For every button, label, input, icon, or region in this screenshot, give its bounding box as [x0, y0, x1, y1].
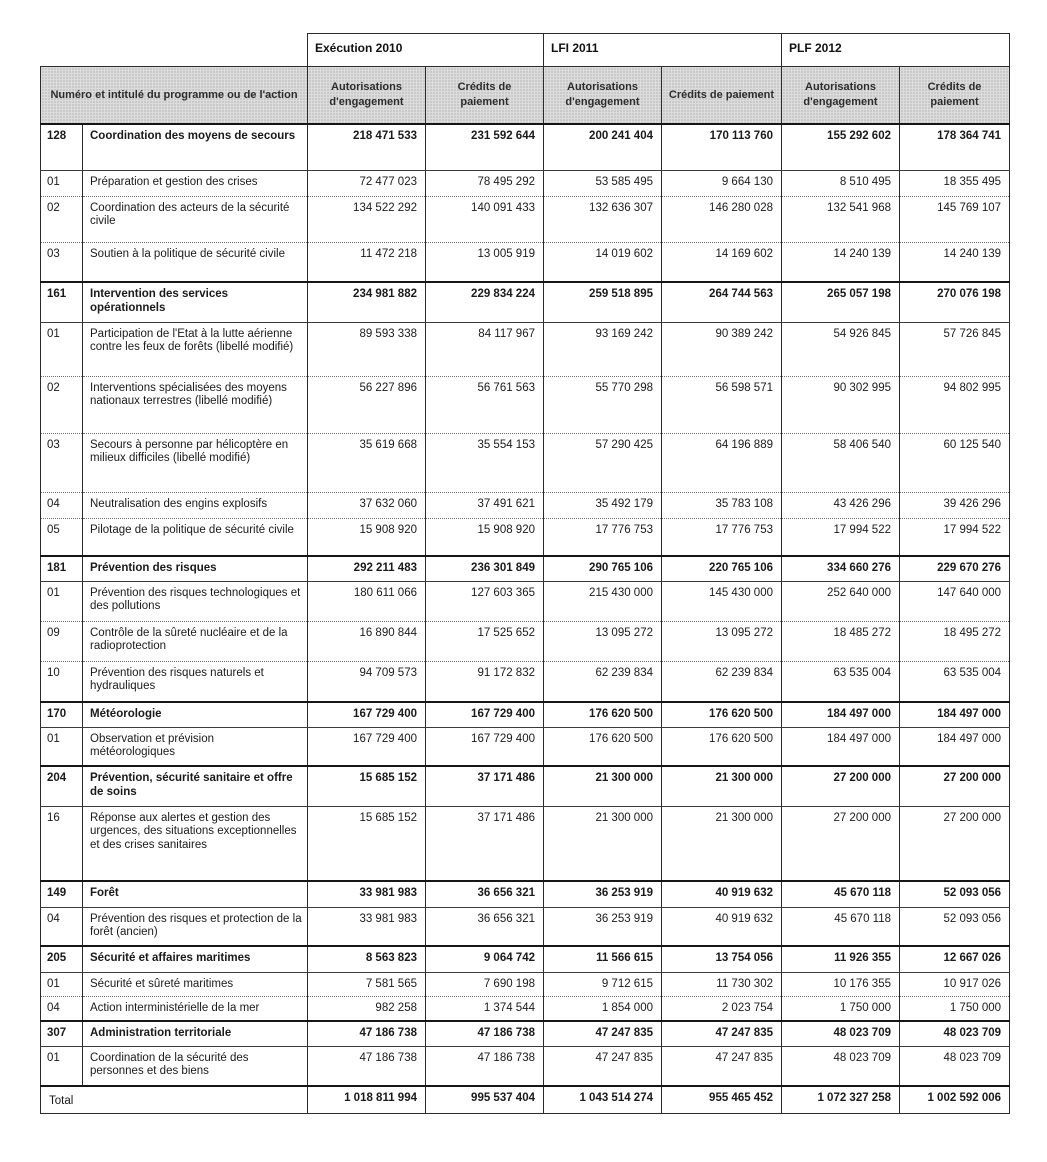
value-cell: 48 023 709 — [900, 1021, 1010, 1046]
value-cell: 18 495 272 — [900, 621, 1010, 661]
total-value-cell: 1 043 514 274 — [544, 1086, 662, 1114]
row-title-cell: Préparation et gestion des crises — [83, 170, 308, 196]
value-cell: 47 247 835 — [544, 1021, 662, 1046]
value-cell: 27 200 000 — [782, 806, 900, 881]
total-label: Total — [41, 1086, 308, 1114]
action-row — [41, 661, 1010, 702]
action-row — [41, 1046, 1010, 1086]
row-title-cell: Réponse aux alertes et gestion des urgences, des situations exceptionnelles et des crises sanitaires — [83, 806, 308, 881]
value-cell: 36 656 321 — [426, 881, 544, 907]
row-number-cell: 204 — [41, 766, 83, 806]
value-cell: 140 091 433 — [426, 196, 544, 242]
value-cell: 53 585 495 — [544, 170, 662, 196]
value-cell: 9 664 130 — [662, 170, 782, 196]
program-column-header: Numéro et intitulé du programme ou de l'action — [41, 67, 308, 125]
value-cell: 94 709 573 — [308, 661, 426, 702]
value-cell: 176 620 500 — [544, 727, 662, 766]
value-cell: 27 200 000 — [782, 766, 900, 806]
value-cell: 27 200 000 — [900, 806, 1010, 881]
value-cell: 55 770 298 — [544, 376, 662, 433]
table-body — [41, 124, 1010, 1086]
value-cell: 39 426 296 — [900, 492, 1010, 518]
value-cell: 37 632 060 — [308, 492, 426, 518]
row-title-cell: Coordination des acteurs de la sécurité civile — [83, 196, 308, 242]
row-number-cell: 01 — [41, 727, 83, 766]
action-row — [41, 972, 1010, 996]
value-cell: 47 186 738 — [426, 1021, 544, 1046]
value-cell: 265 057 198 — [782, 282, 900, 322]
value-cell: 72 477 023 — [308, 170, 426, 196]
value-cell: 13 095 272 — [662, 621, 782, 661]
program-row — [41, 556, 1010, 581]
action-row — [41, 242, 1010, 282]
action-row — [41, 322, 1010, 376]
value-cell: 64 196 889 — [662, 433, 782, 492]
value-cell: 21 300 000 — [544, 806, 662, 881]
value-cell: 17 776 753 — [662, 518, 782, 556]
value-cell: 167 729 400 — [426, 727, 544, 766]
value-cell: 33 981 983 — [308, 881, 426, 907]
action-row — [41, 907, 1010, 946]
action-row — [41, 376, 1010, 433]
row-number-cell: 181 — [41, 556, 83, 581]
value-cell: 7 581 565 — [308, 972, 426, 996]
action-row — [41, 433, 1010, 492]
value-cell: 35 783 108 — [662, 492, 782, 518]
row-number-cell: 02 — [41, 376, 83, 433]
row-title-cell: Prévention des risques — [83, 556, 308, 581]
value-cell: 231 592 644 — [426, 124, 544, 170]
value-cell: 47 186 738 — [308, 1046, 426, 1086]
cp-column-header-2011: Crédits de paiement — [662, 67, 782, 125]
row-title-cell: Coordination de la sécurité des personnes et des biens — [83, 1046, 308, 1086]
value-cell: 35 492 179 — [544, 492, 662, 518]
total-value-cell: 995 537 404 — [426, 1086, 544, 1114]
row-title-cell: Pilotage de la politique de sécurité civile — [83, 518, 308, 556]
table-footer — [41, 1086, 1010, 1114]
row-number-cell: 04 — [41, 492, 83, 518]
value-cell: 35 554 153 — [426, 433, 544, 492]
value-cell: 167 729 400 — [426, 702, 544, 727]
value-cell: 37 491 621 — [426, 492, 544, 518]
year-header-lfi-2011: LFI 2011 — [544, 34, 782, 67]
value-cell: 184 497 000 — [782, 702, 900, 727]
value-cell: 47 186 738 — [426, 1046, 544, 1086]
program-row — [41, 766, 1010, 806]
row-title-cell: Administration territoriale — [83, 1021, 308, 1046]
total-row — [41, 1086, 1010, 1114]
value-cell: 1 750 000 — [782, 996, 900, 1021]
action-row — [41, 806, 1010, 881]
row-number-cell: 307 — [41, 1021, 83, 1046]
value-cell: 229 670 276 — [900, 556, 1010, 581]
row-number-cell: 149 — [41, 881, 83, 907]
program-row — [41, 282, 1010, 322]
value-cell: 134 522 292 — [308, 196, 426, 242]
value-cell: 36 253 919 — [544, 881, 662, 907]
value-cell: 218 471 533 — [308, 124, 426, 170]
value-cell: 155 292 602 — [782, 124, 900, 170]
value-cell: 47 247 835 — [662, 1046, 782, 1086]
total-value-cell: 1 002 592 006 — [900, 1086, 1010, 1114]
value-cell: 63 535 004 — [782, 661, 900, 702]
value-cell: 10 917 026 — [900, 972, 1010, 996]
total-value-cell: 955 465 452 — [662, 1086, 782, 1114]
budget-table — [40, 33, 1010, 1114]
value-cell: 178 364 741 — [900, 124, 1010, 170]
value-cell: 9 712 615 — [544, 972, 662, 996]
row-title-cell: Coordination des moyens de secours — [83, 124, 308, 170]
value-cell: 56 761 563 — [426, 376, 544, 433]
value-cell: 58 406 540 — [782, 433, 900, 492]
value-cell: 21 300 000 — [662, 806, 782, 881]
value-cell: 229 834 224 — [426, 282, 544, 322]
value-cell: 37 171 486 — [426, 806, 544, 881]
row-number-cell: 04 — [41, 996, 83, 1021]
value-cell: 1 854 000 — [544, 996, 662, 1021]
action-row — [41, 170, 1010, 196]
total-value-cell: 1 072 327 258 — [782, 1086, 900, 1114]
value-cell: 45 670 118 — [782, 907, 900, 946]
value-cell: 35 619 668 — [308, 433, 426, 492]
value-cell: 16 890 844 — [308, 621, 426, 661]
cp-column-header-2012: Crédits de paiement — [900, 67, 1010, 125]
value-cell: 132 636 307 — [544, 196, 662, 242]
action-row — [41, 492, 1010, 518]
value-cell: 14 240 139 — [782, 242, 900, 282]
year-header-row — [41, 34, 1010, 67]
value-cell: 57 726 845 — [900, 322, 1010, 376]
value-cell: 292 211 483 — [308, 556, 426, 581]
value-cell: 184 497 000 — [900, 702, 1010, 727]
value-cell: 982 258 — [308, 996, 426, 1021]
value-cell: 12 667 026 — [900, 946, 1010, 972]
value-cell: 93 169 242 — [544, 322, 662, 376]
value-cell: 47 247 835 — [662, 1021, 782, 1046]
value-cell: 40 919 632 — [662, 907, 782, 946]
value-cell: 14 019 602 — [544, 242, 662, 282]
value-cell: 78 495 292 — [426, 170, 544, 196]
value-cell: 334 660 276 — [782, 556, 900, 581]
value-cell: 90 389 242 — [662, 322, 782, 376]
program-row — [41, 946, 1010, 972]
value-cell: 21 300 000 — [544, 766, 662, 806]
value-cell: 62 239 834 — [544, 661, 662, 702]
value-cell: 290 765 106 — [544, 556, 662, 581]
value-cell: 17 776 753 — [544, 518, 662, 556]
value-cell: 17 994 522 — [900, 518, 1010, 556]
value-cell: 18 355 495 — [900, 170, 1010, 196]
value-cell: 36 253 919 — [544, 907, 662, 946]
value-cell: 17 994 522 — [782, 518, 900, 556]
row-title-cell: Neutralisation des engins explosifs — [83, 492, 308, 518]
value-cell: 47 186 738 — [308, 1021, 426, 1046]
value-cell: 62 239 834 — [662, 661, 782, 702]
value-cell: 15 685 152 — [308, 766, 426, 806]
value-cell: 145 769 107 — [900, 196, 1010, 242]
value-cell: 27 200 000 — [900, 766, 1010, 806]
action-row — [41, 518, 1010, 556]
value-cell: 147 640 000 — [900, 581, 1010, 621]
row-title-cell: Contrôle de la sûreté nucléaire et de la radioprotection — [83, 621, 308, 661]
value-cell: 9 064 742 — [426, 946, 544, 972]
value-cell: 127 603 365 — [426, 581, 544, 621]
row-number-cell: 10 — [41, 661, 83, 702]
ae-column-header-2012: Autorisations d'engagement — [782, 67, 900, 125]
row-number-cell: 02 — [41, 196, 83, 242]
value-cell: 200 241 404 — [544, 124, 662, 170]
value-cell: 176 620 500 — [662, 702, 782, 727]
value-cell: 10 176 355 — [782, 972, 900, 996]
value-cell: 220 765 106 — [662, 556, 782, 581]
row-title-cell: Interventions spécialisées des moyens nationaux terrestres (libellé modifié) — [83, 376, 308, 433]
value-cell: 52 093 056 — [900, 881, 1010, 907]
column-header-row — [41, 67, 1010, 125]
value-cell: 11 926 355 — [782, 946, 900, 972]
row-number-cell: 205 — [41, 946, 83, 972]
value-cell: 7 690 198 — [426, 972, 544, 996]
program-row — [41, 1021, 1010, 1046]
value-cell: 33 981 983 — [308, 907, 426, 946]
value-cell: 36 656 321 — [426, 907, 544, 946]
value-cell: 63 535 004 — [900, 661, 1010, 702]
row-number-cell: 01 — [41, 972, 83, 996]
row-title-cell: Soutien à la politique de sécurité civile — [83, 242, 308, 282]
value-cell: 21 300 000 — [662, 766, 782, 806]
ae-column-header-2011: Autorisations d'engagement — [544, 67, 662, 125]
value-cell: 18 485 272 — [782, 621, 900, 661]
action-row — [41, 581, 1010, 621]
corner-empty-cell — [41, 34, 308, 67]
row-title-cell: Sécurité et affaires maritimes — [83, 946, 308, 972]
row-title-cell: Forêt — [83, 881, 308, 907]
value-cell: 176 620 500 — [662, 727, 782, 766]
row-title-cell: Météorologie — [83, 702, 308, 727]
value-cell: 11 472 218 — [308, 242, 426, 282]
row-number-cell: 01 — [41, 322, 83, 376]
action-row — [41, 727, 1010, 766]
value-cell: 145 430 000 — [662, 581, 782, 621]
value-cell: 43 426 296 — [782, 492, 900, 518]
program-row — [41, 124, 1010, 170]
row-number-cell: 170 — [41, 702, 83, 727]
value-cell: 14 240 139 — [900, 242, 1010, 282]
row-title-cell: Prévention des risques technologiques et des pollutions — [83, 581, 308, 621]
value-cell: 259 518 895 — [544, 282, 662, 322]
value-cell: 234 981 882 — [308, 282, 426, 322]
value-cell: 167 729 400 — [308, 727, 426, 766]
program-row — [41, 702, 1010, 727]
ae-column-header-2010: Autorisations d'engagement — [308, 67, 426, 125]
row-title-cell: Prévention des risques naturels et hydrauliques — [83, 661, 308, 702]
year-header-execution-2010: Exécution 2010 — [308, 34, 544, 67]
value-cell: 15 685 152 — [308, 806, 426, 881]
value-cell: 57 290 425 — [544, 433, 662, 492]
value-cell: 52 093 056 — [900, 907, 1010, 946]
row-number-cell: 01 — [41, 1046, 83, 1086]
program-row — [41, 881, 1010, 907]
row-title-cell: Prévention, sécurité sanitaire et offre de soins — [83, 766, 308, 806]
value-cell: 15 908 920 — [308, 518, 426, 556]
row-title-cell: Secours à personne par hélicoptère en milieux difficiles (libellé modifié) — [83, 433, 308, 492]
row-title-cell: Prévention des risques et protection de la forêt (ancien) — [83, 907, 308, 946]
value-cell: 94 802 995 — [900, 376, 1010, 433]
action-row — [41, 621, 1010, 661]
value-cell: 60 125 540 — [900, 433, 1010, 492]
row-title-cell: Sécurité et sûreté maritimes — [83, 972, 308, 996]
cp-column-header-2010: Crédits de paiement — [426, 67, 544, 125]
value-cell: 48 023 709 — [782, 1046, 900, 1086]
value-cell: 56 598 571 — [662, 376, 782, 433]
row-title-cell: Participation de l'Etat à la lutte aérienne contre les feux de forêts (libellé modifié) — [83, 322, 308, 376]
value-cell: 45 670 118 — [782, 881, 900, 907]
value-cell: 176 620 500 — [544, 702, 662, 727]
row-number-cell: 04 — [41, 907, 83, 946]
value-cell: 17 525 652 — [426, 621, 544, 661]
value-cell: 13 754 056 — [662, 946, 782, 972]
value-cell: 264 744 563 — [662, 282, 782, 322]
value-cell: 11 566 615 — [544, 946, 662, 972]
value-cell: 252 640 000 — [782, 581, 900, 621]
value-cell: 8 510 495 — [782, 170, 900, 196]
value-cell: 56 227 896 — [308, 376, 426, 433]
value-cell: 167 729 400 — [308, 702, 426, 727]
row-title-cell: Action interministérielle de la mer — [83, 996, 308, 1021]
value-cell: 184 497 000 — [900, 727, 1010, 766]
value-cell: 54 926 845 — [782, 322, 900, 376]
row-title-cell: Intervention des services opérationnels — [83, 282, 308, 322]
value-cell: 48 023 709 — [900, 1046, 1010, 1086]
action-row — [41, 196, 1010, 242]
value-cell: 13 005 919 — [426, 242, 544, 282]
value-cell: 48 023 709 — [782, 1021, 900, 1046]
action-row — [41, 996, 1010, 1021]
value-cell: 270 076 198 — [900, 282, 1010, 322]
value-cell: 47 247 835 — [544, 1046, 662, 1086]
value-cell: 89 593 338 — [308, 322, 426, 376]
row-title-cell: Observation et prévision météorologiques — [83, 727, 308, 766]
value-cell: 1 374 544 — [426, 996, 544, 1021]
total-value-cell: 1 018 811 994 — [308, 1086, 426, 1114]
row-number-cell: 128 — [41, 124, 83, 170]
value-cell: 236 301 849 — [426, 556, 544, 581]
value-cell: 8 563 823 — [308, 946, 426, 972]
value-cell: 180 611 066 — [308, 581, 426, 621]
value-cell: 40 919 632 — [662, 881, 782, 907]
row-number-cell: 01 — [41, 581, 83, 621]
value-cell: 11 730 302 — [662, 972, 782, 996]
value-cell: 2 023 754 — [662, 996, 782, 1021]
value-cell: 14 169 602 — [662, 242, 782, 282]
row-number-cell: 03 — [41, 242, 83, 282]
year-header-plf-2012: PLF 2012 — [782, 34, 1010, 67]
value-cell: 132 541 968 — [782, 196, 900, 242]
value-cell: 13 095 272 — [544, 621, 662, 661]
value-cell: 90 302 995 — [782, 376, 900, 433]
row-number-cell: 01 — [41, 170, 83, 196]
row-number-cell: 03 — [41, 433, 83, 492]
row-number-cell: 16 — [41, 806, 83, 881]
value-cell: 37 171 486 — [426, 766, 544, 806]
row-number-cell: 161 — [41, 282, 83, 322]
value-cell: 146 280 028 — [662, 196, 782, 242]
value-cell: 84 117 967 — [426, 322, 544, 376]
value-cell: 215 430 000 — [544, 581, 662, 621]
value-cell: 1 750 000 — [900, 996, 1010, 1021]
row-number-cell: 09 — [41, 621, 83, 661]
value-cell: 91 172 832 — [426, 661, 544, 702]
value-cell: 184 497 000 — [782, 727, 900, 766]
row-number-cell: 05 — [41, 518, 83, 556]
value-cell: 15 908 920 — [426, 518, 544, 556]
value-cell: 170 113 760 — [662, 124, 782, 170]
